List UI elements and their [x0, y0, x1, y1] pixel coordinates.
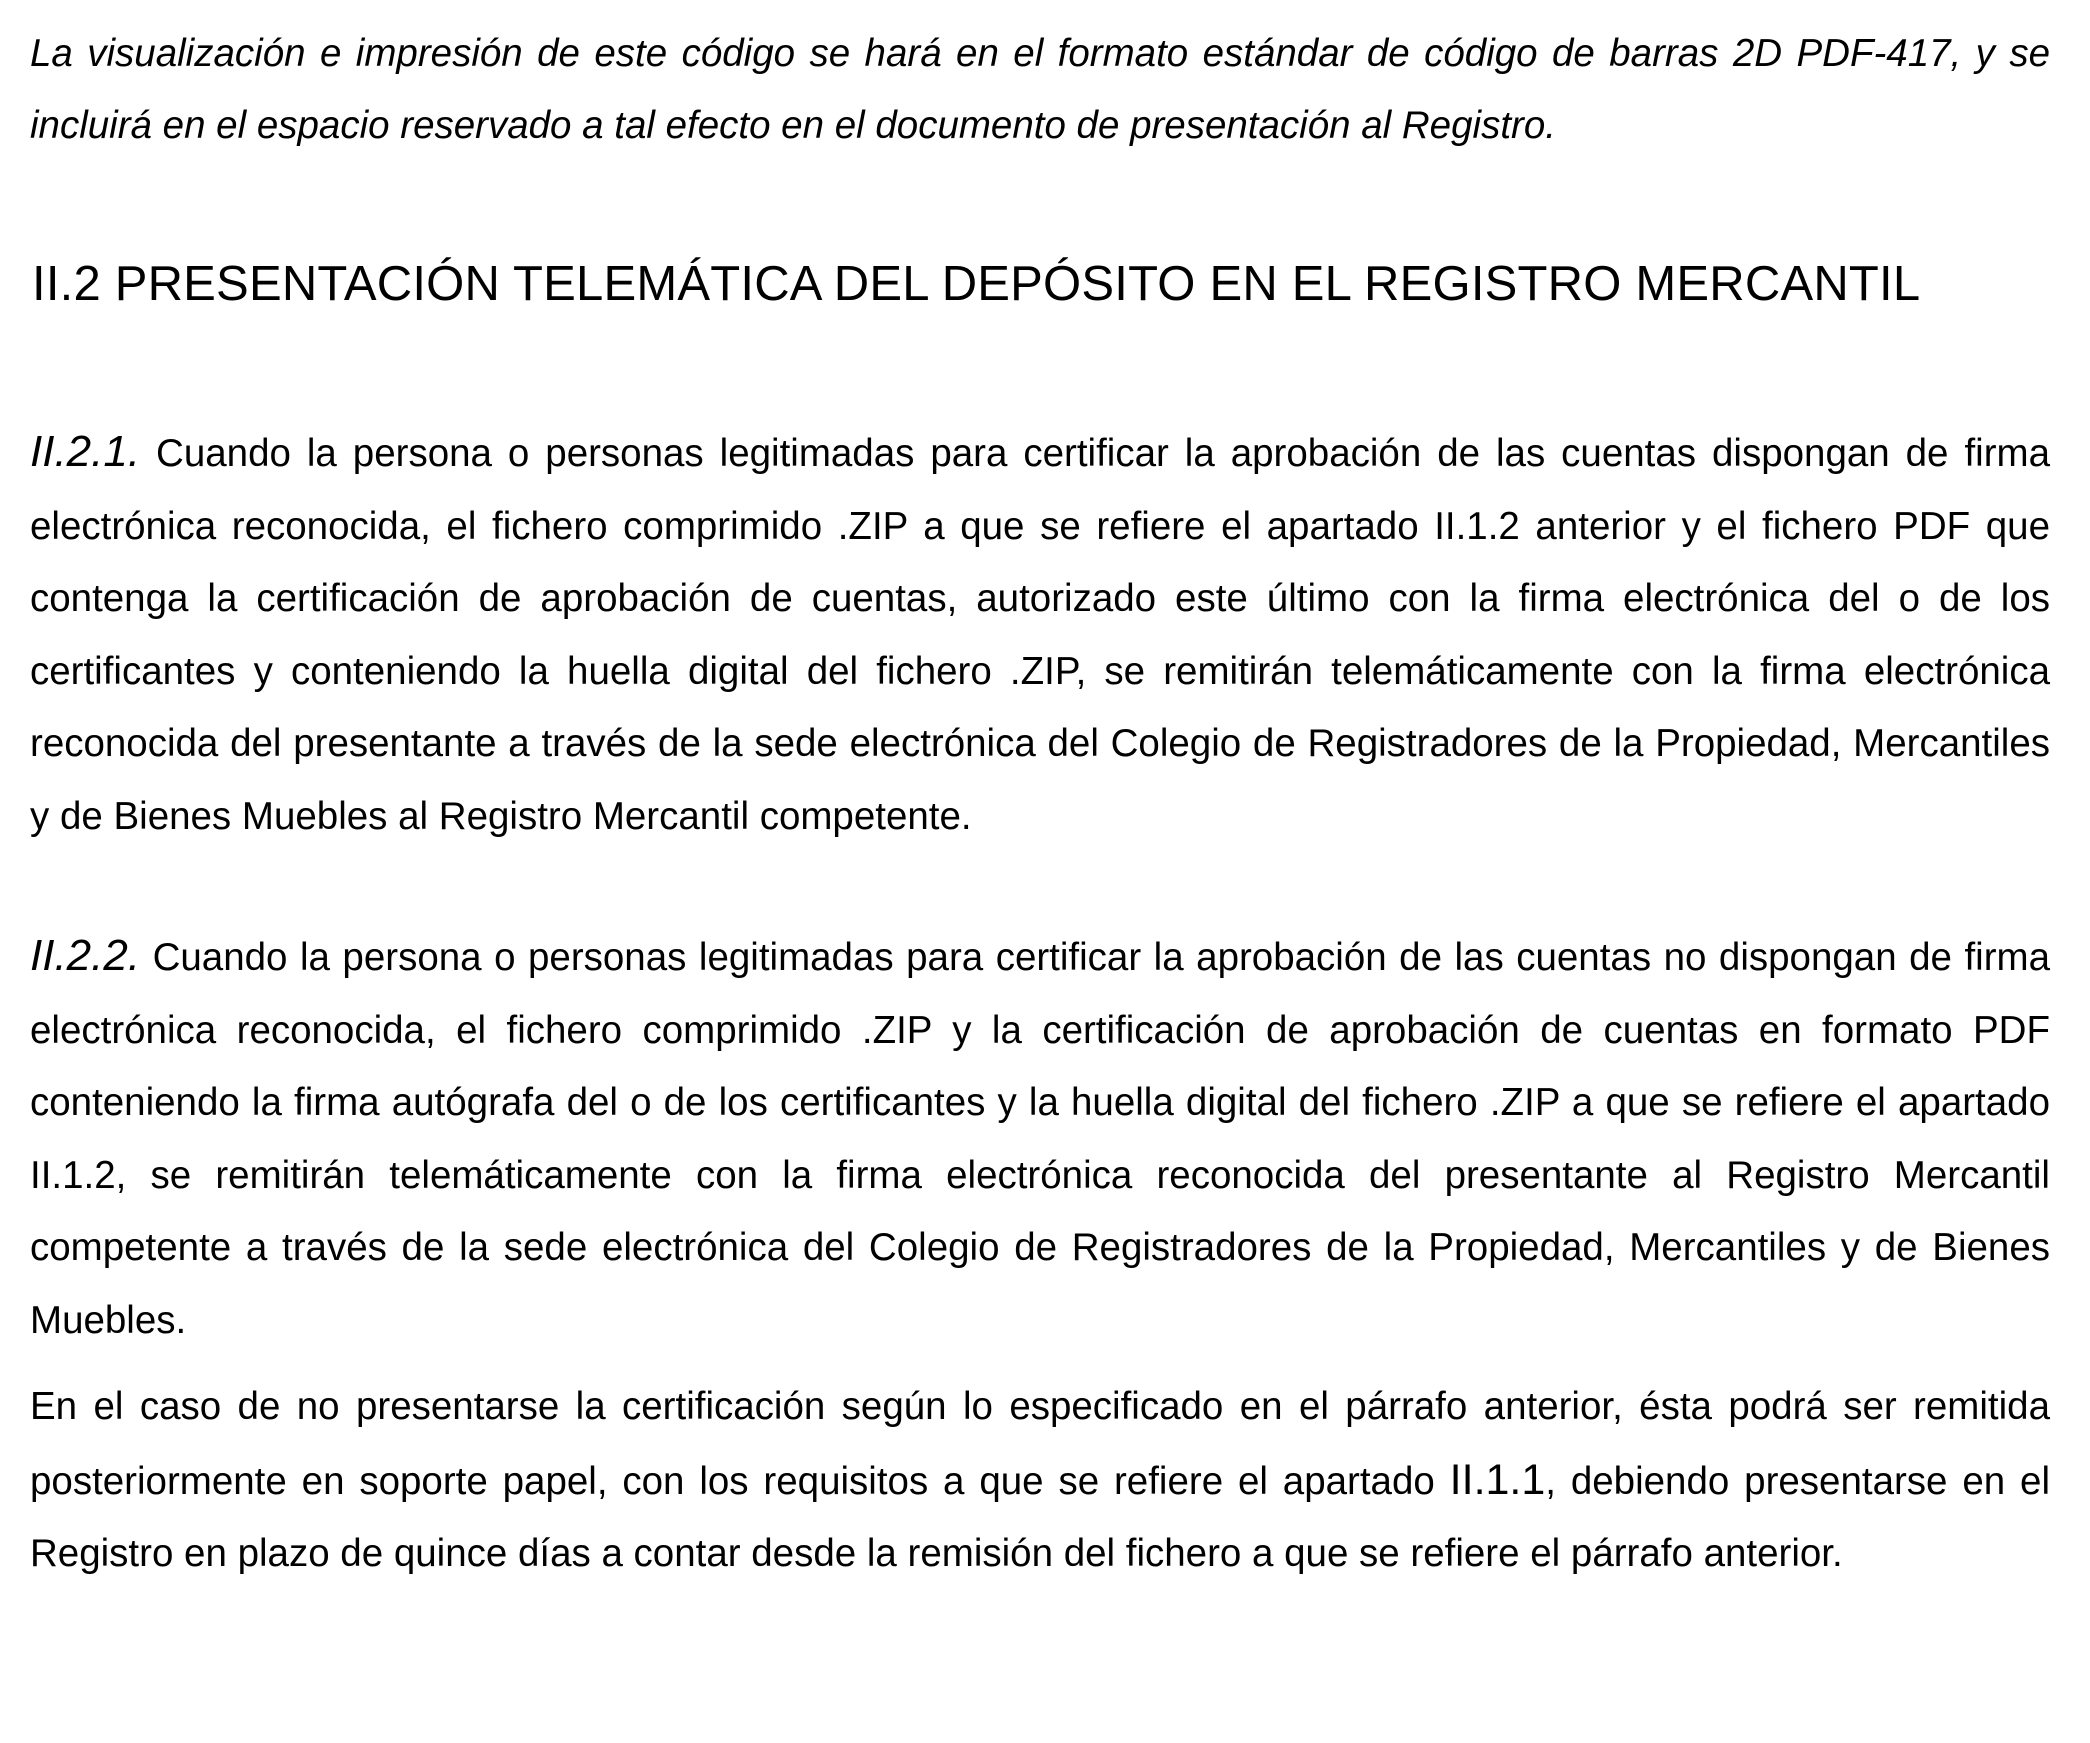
paragraph-text: Cuando la persona o personas legitimadas para certificar la aprobación de las cuentas dispongan de firma electrónica reconocida, el fichero comprimido .ZIP a que se refiere el apartado II.1.2 anterior y el fichero PDF que contenga la certificación de aprobación de cuentas, autorizado este último con la firma electrónica del o de los certificantes y conteniendo la huella digital del fichero .ZIP, se remitirán telemáticamente con la firma electrónica reconocida del presentante a través de la sede electrónica del Colegio de Registradores de la Propiedad, Mercantiles y de Bienes Muebles al Registro Mercantil competente.: [30, 432, 2050, 838]
paragraph-text: Cuando la persona o personas legitimadas para certificar la aprobación de las cuentas no dispongan de firma electrónica reconocida, el fichero comprimido .ZIP y la certificación de aprobación de cuentas en formato PDF conteniendo la firma autógrafa del o de los certificantes y la huella digital del fichero .ZIP a que se refiere el apartado II.1.2, se remitirán telemáticamente con la firma electrónica reconocida del presentante al Registro Mercantil competente a través de la sede electrónica del Colegio de Registradores de la Propiedad, Mercantiles y de Bienes Muebles.: [30, 936, 2050, 1342]
paragraph-ii-2-2: [30, 920, 2050, 1357]
paragraph-text-before: En el caso de no presentarse la certificación según lo especificado en el párrafo anterior, ésta podrá ser remitida posteriormente en soporte papel, con los requisitos a que se refiere el apartado: [30, 1385, 2050, 1503]
section-reference: II.1.1: [1449, 1455, 1546, 1504]
document-page: [30, 18, 2050, 1591]
paragraph-paper-submission: [30, 1371, 2050, 1591]
paragraph-number: II.2.2.: [30, 931, 141, 980]
paragraph-ii-2-1: [30, 416, 2050, 853]
intro-paragraph: La visualización e impresión de este código se hará en el formato estándar de código de barras 2D PDF-417, y se incluirá en el espacio reservado a tal efecto en el documento de presentación al Registro.: [30, 32, 2050, 147]
paragraph-number: II.2.1.: [30, 427, 141, 476]
paragraph-text-after: , debiendo presentarse en el Registro en plazo de quince días a contar desde la remisión del fichero a que se refiere el párrafo anterior.: [30, 1459, 2050, 1575]
section-heading: II.2 PRESENTACIÓN TELEMÁTICA DEL DEPÓSITO EN EL REGISTRO MERCANTIL: [32, 257, 1921, 311]
